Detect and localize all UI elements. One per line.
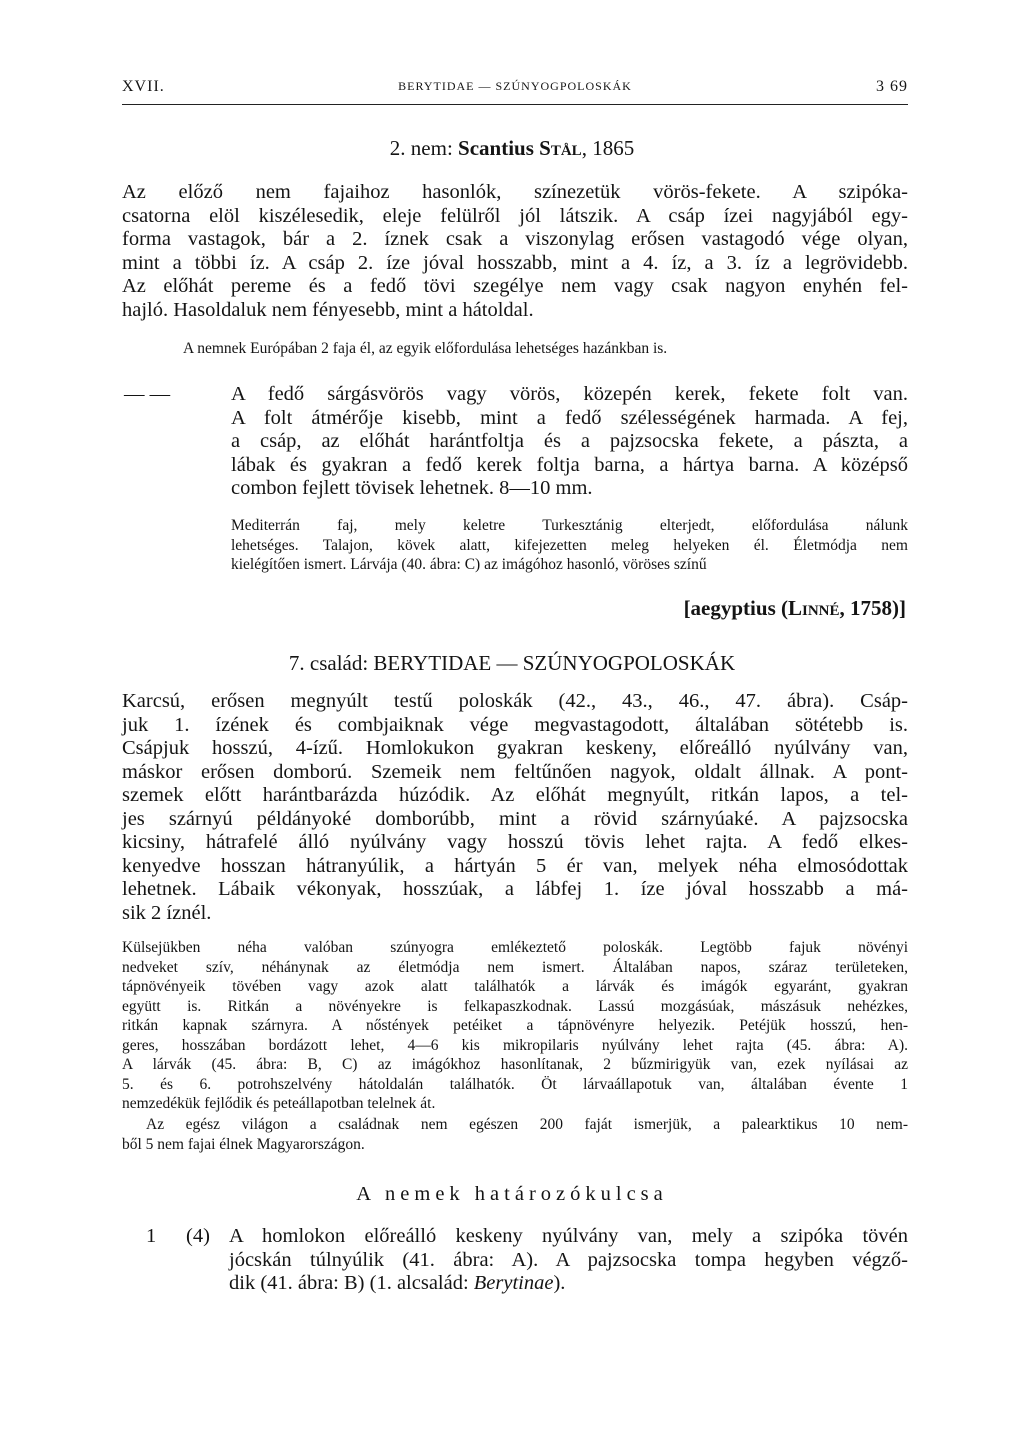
text-line: mint a többi íz. A csáp 2. íze jóval hosszabb, mint a 4. íz, a 3. íz a legrövidebb.: [122, 251, 908, 274]
genus-description: [122, 181, 908, 322]
text-line: ritkán kapnak szárnyra. A nőstények petéiket a tápnövényre helyezik. Petéjük hosszú, hen-: [122, 1017, 908, 1034]
text-line: nemzedékük fejlődik és peteállapotban telelnek át.: [122, 1095, 436, 1112]
text-line: juk 1. ízének és combjaiknak vége megvastagodott, általában sötétebb is.: [122, 713, 908, 736]
family-heading: 7. család: BERYTIDAE — SZÚNYOGPOLOSKÁK: [288, 651, 736, 675]
text-line: Külsejükben néha valóban szúnyogra emlékeztető poloskák. Legtöbb fajuk növényi: [122, 939, 908, 956]
text-line: Az előző nem fajaihoz hasonlók, színezetük vörös-fekete. A szipóka-: [122, 181, 908, 203]
text-line: A fedő sárgásvörös vagy vörös, közepén kerek, fekete folt van.: [231, 383, 908, 405]
chapter-number: XVII.: [122, 78, 165, 95]
text-line: combon fejlett tövisek lehetnek. 8—10 mm.: [231, 477, 593, 499]
text-line: a csáp, az előhát harántfoltja és a pajzsocska fekete, a pászta, a: [231, 430, 908, 452]
text-line: sik 2 íznél.: [122, 901, 212, 924]
text-line: ből 5 nem fajai élnek Magyarországon.: [122, 1135, 365, 1153]
species-note: [231, 516, 908, 575]
text-line: kenyedve hosszan hátranyúlik, a hártyán 5 ér van, melyek néha elmosódottak: [122, 854, 908, 877]
text-line: lehetséges. Talajon, kövek alatt, kifejezetten meleg helyeken él. Életmódja nem: [231, 536, 908, 554]
text-line: lehetnek. Lábaik vékonyak, hosszúak, a lábfej 1. íze jóval hosszabb a má-: [122, 878, 908, 900]
species-dashes: — —: [124, 383, 171, 405]
text-line: Csápjuk hosszú, 4-ízű. Homlokukon gyakran keskeny, előreálló nyúlvány van,: [122, 737, 908, 759]
text-line: A folt átmérője kisebb, mint a fedő szélességének harmada. A fej,: [231, 406, 908, 429]
key-entry-number: 1: [146, 1225, 157, 1247]
text-line: forma vastagok, bár a 2. íznek csak a viszonylag erősen vastagodó vége olyan,: [122, 228, 908, 250]
text-line: együtt is. Ritkán a növényekre is felkapaszkodnak. Lassú mozgásúak, mászásuk nehézkes,: [122, 997, 908, 1015]
text-line: csatorna elöl kiszélesedik, eleje felülről jól látszik. A csáp ízei nagyjából egy-: [122, 204, 908, 227]
family-note-2: [122, 1115, 908, 1154]
species-author: Linné: [787, 596, 840, 620]
genus-author: Stål: [539, 136, 582, 160]
text-line: kielégítően ismert. Lárvája (40. ábra: C) az imágóhoz hasonló, vöröses színű: [231, 556, 707, 573]
running-title: BERYTIDAE — SZÚNYOGPOLOSKÁK: [398, 79, 632, 93]
page-number: 3 69: [876, 78, 908, 95]
genus-note: A nemnek Európában 2 faja él, az egyik előfordulása lehetséges hazánkban is.: [183, 340, 668, 357]
species-year: , 1758)]: [839, 596, 906, 620]
text-line: szemek előtt harántbarázda húzódik. Az előhát megnyúlt, ritkán lapos, a tel-: [122, 784, 908, 806]
text-line: nedveket szív, néhánynak az életmódja nem ismert. Általában napos, száraz területeken,: [122, 958, 908, 976]
genus-year: , 1865: [581, 136, 635, 160]
text-line: Karcsú, erősen megnyúlt testű poloskák (42., 43., 46., 47. ábra). Csáp-: [122, 690, 908, 712]
species-description: [231, 383, 908, 501]
key-heading: A nemek határozókulcsa: [356, 1183, 668, 1205]
text-line: jes szárnyú példányoké domborúbb, mint a rövid szárnyúaké. A pajzsocska: [122, 807, 908, 830]
text-line: hajló. Hasoldaluk nem fényesebb, mint a hátoldal.: [122, 298, 534, 321]
family-description: [122, 690, 908, 925]
subfamily-name: Berytinae: [473, 1272, 554, 1294]
text-line: tápnövényeik tövében vagy azok alatt találhatók a lárvák és imágók egyaránt, gyakran: [122, 978, 908, 995]
genus-heading: [0, 136, 1024, 161]
running-header: [122, 78, 908, 100]
family-note: [122, 938, 908, 1114]
text-line: geres, hosszában bordázott lehet, 4—6 kis mikropilaris nyúlvány lehet rajta (45. ábra: A).: [122, 1036, 908, 1054]
text-line: Az egész világon a családnak nem egészen 200 faját ismerjük, a palearktikus 10 nem-: [146, 1116, 908, 1133]
key-entry-ref: (4): [186, 1225, 210, 1247]
genus-number: 2. nem:: [389, 136, 453, 160]
genus-name: Scantius: [458, 136, 534, 160]
text-line: A lárvák (45. ábra: B, C) az imágókhoz hasonlítanak, 2 bűzmirigyük van, ezek nyílásai az: [122, 1056, 908, 1073]
text-line: 5. és 6. potrohszelvény hátoldalán találhatók. Öt lárvaállapotuk van, általában évente 1: [122, 1075, 908, 1093]
species-name: [aegyptius (: [683, 596, 788, 620]
text-line: Az előhát pereme és a fedő tövi szegélye nem vagy csak nagyon enyhén fel-: [122, 275, 908, 297]
text-line: Mediterrán faj, mely keletre Turkesztánig elterjedt, előfordulása nálunk: [231, 517, 908, 534]
text-line: lábak és gyakran a fedő kerek foltja barna, a hártya barna. A középső: [231, 453, 908, 476]
species-citation: [684, 596, 906, 621]
key-entry-text: A homlokon előreálló keskeny nyúlvány van, mely a szipóka tövén jócskán túlnyúlik (41. ábra: A). A pajzsocska tompa hegyben végző- dik (41. ábra: B) (1. alcsalád: Berytinae).: [229, 1225, 908, 1294]
text-line: kicsiny, hátrafelé álló nyúlvány vagy hosszú tövis lehet rajta. A fedő elkes-: [122, 831, 908, 853]
header-rule: [122, 104, 908, 105]
text-line: máskor erősen domború. Szemeik nem feltűnően nagyok, oldalt állnak. A pont-: [122, 760, 908, 783]
